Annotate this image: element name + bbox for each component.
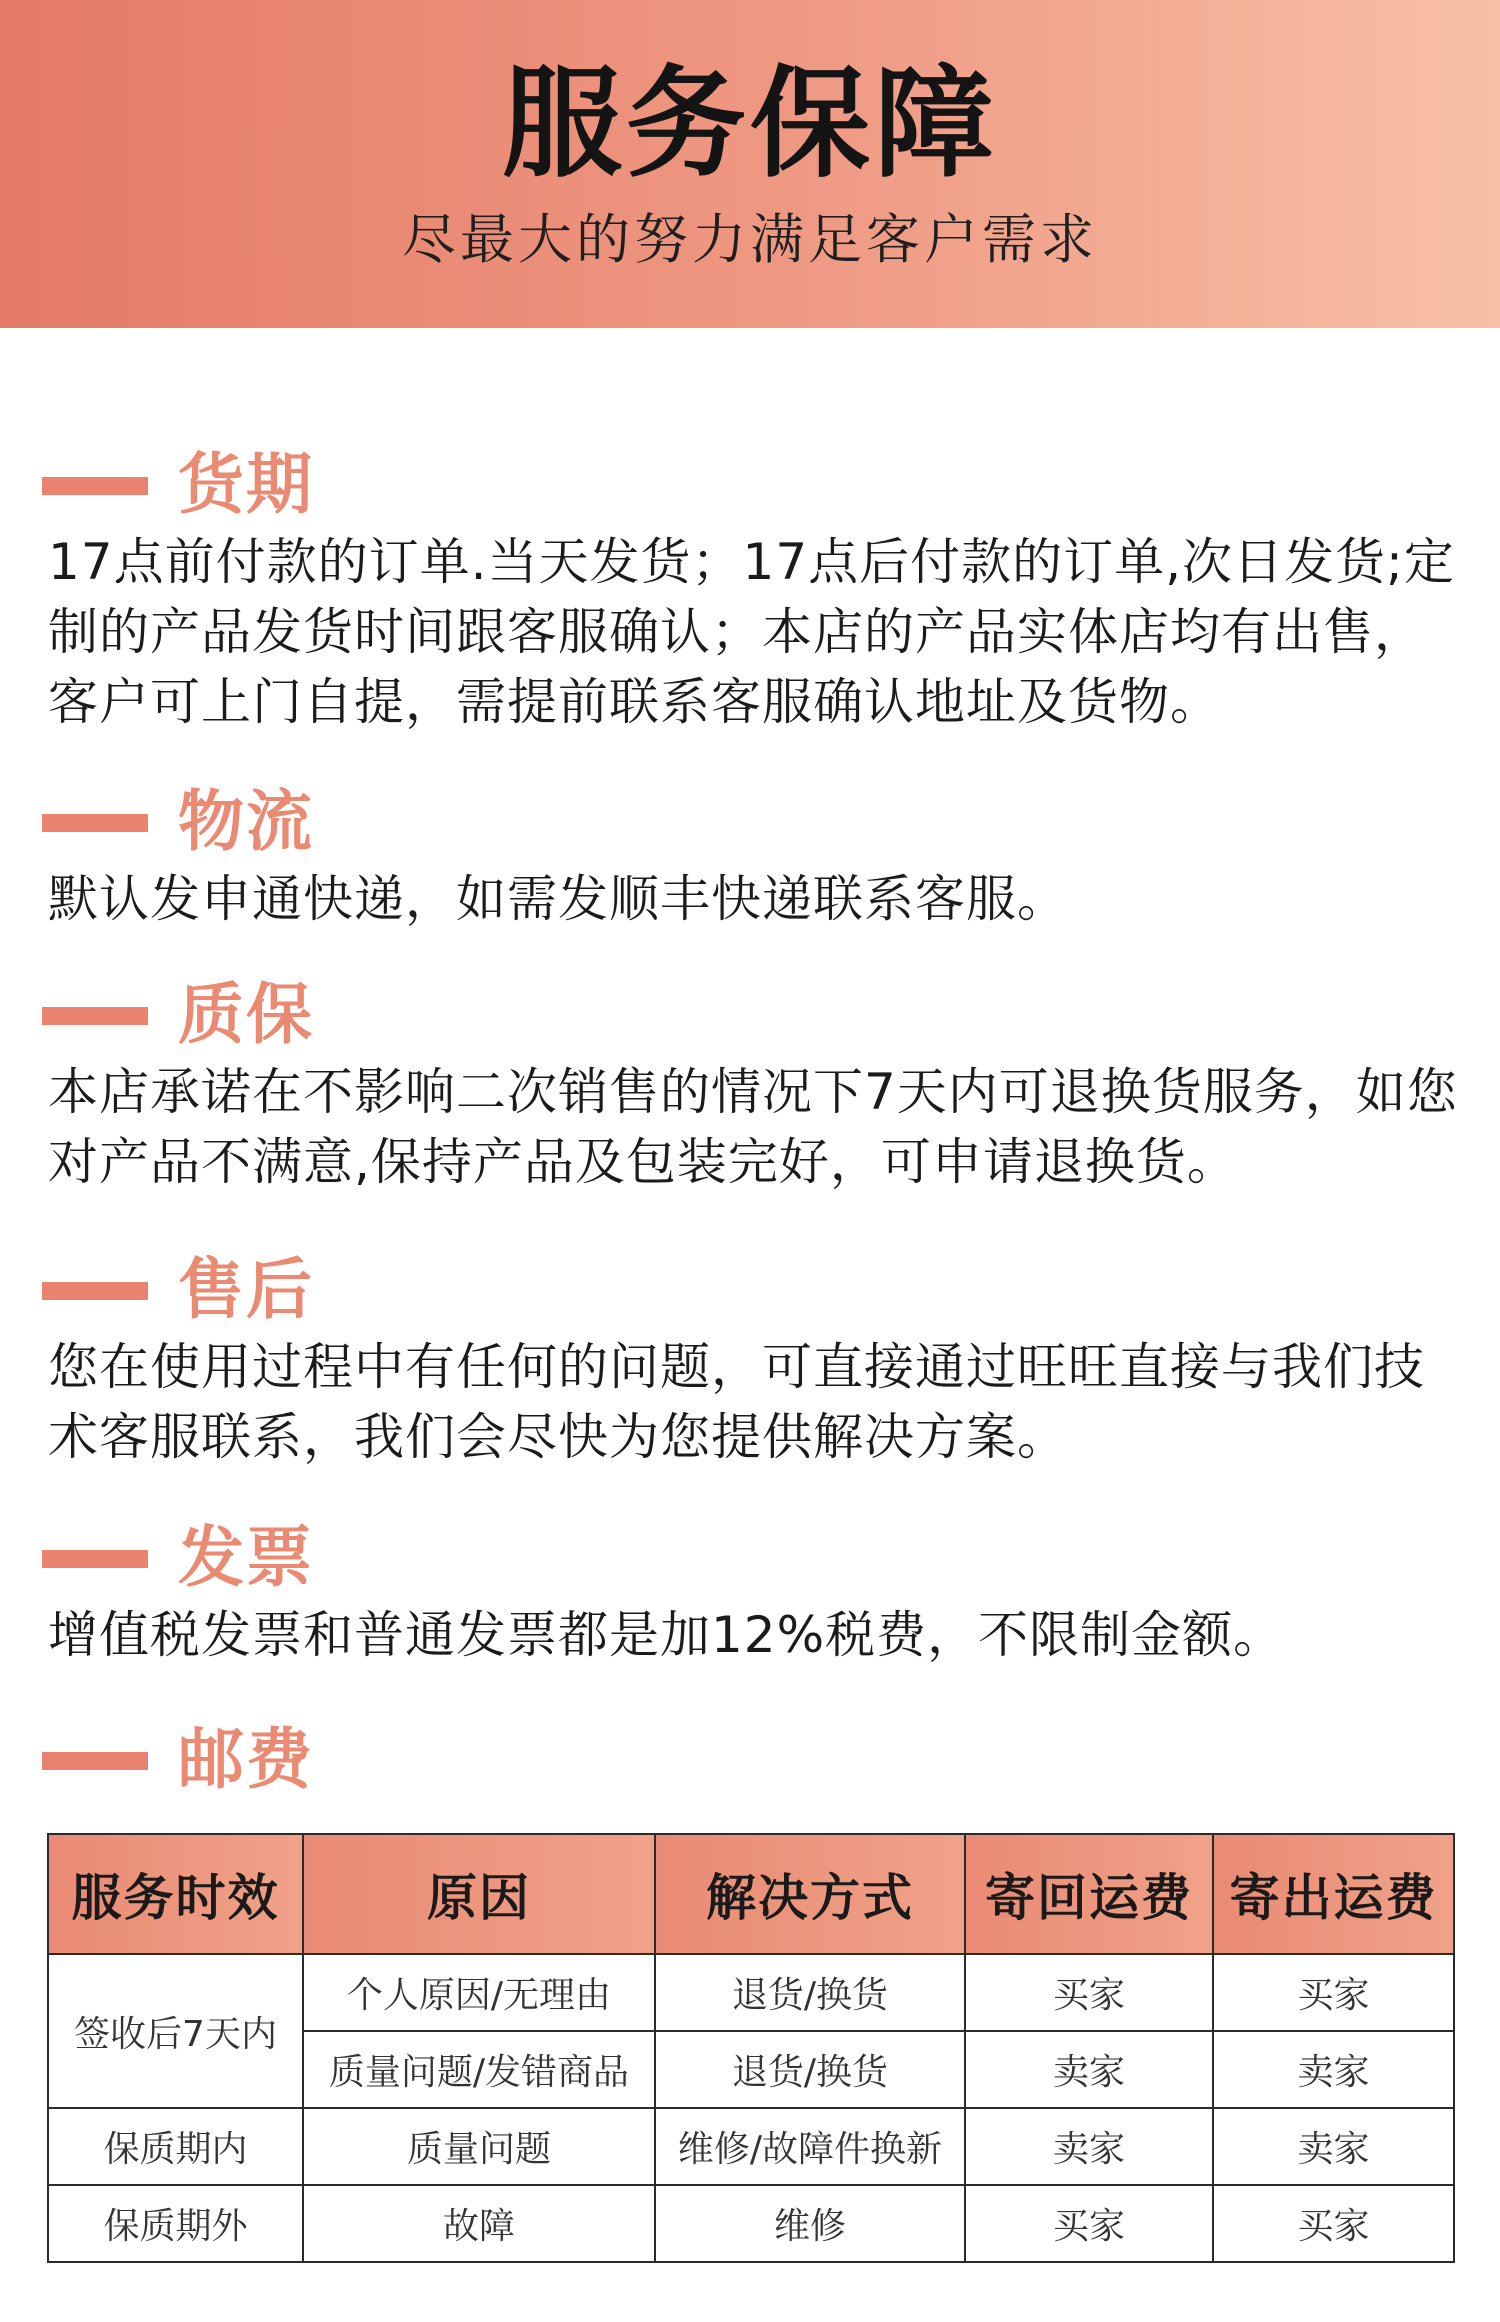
table-cell-return-fee: 卖家	[965, 2108, 1213, 2185]
section-after-sales	[0, 1250, 1500, 1466]
table-cell-reason: 质量问题	[303, 2108, 655, 2185]
table-cell-return-fee: 买家	[965, 1954, 1213, 2031]
section-accent-bar	[42, 814, 148, 832]
section-title: 售后	[178, 1251, 314, 1328]
section-warranty	[0, 975, 1500, 1191]
column-header: 解决方式	[655, 1834, 965, 1954]
table-cell-solution: 维修/故障件换新	[655, 2108, 965, 2185]
section-title: 货期	[178, 446, 314, 523]
page-title: 服务保障	[502, 55, 998, 194]
section-accent-bar	[42, 1007, 148, 1025]
table-header-row	[48, 1834, 1454, 1954]
table-cell-return-fee: 买家	[965, 2185, 1213, 2262]
table-row	[48, 2108, 1454, 2185]
section-accent-bar	[42, 477, 148, 495]
section-logistics	[0, 782, 1500, 928]
table-cell-period: 保质期外	[48, 2185, 303, 2262]
section-delivery-time	[0, 445, 1500, 731]
section-title: 发票	[178, 1519, 314, 1596]
table-cell-send-fee: 卖家	[1213, 2108, 1454, 2185]
section-shipping-fee	[0, 1720, 1500, 1800]
table-cell-solution: 维修	[655, 2185, 965, 2262]
table-cell-solution: 退货/换货	[655, 2031, 965, 2108]
table-cell-reason: 个人原因/无理由	[303, 1954, 655, 2031]
page-subtitle: 尽最大的努力满足客户需求	[402, 208, 1098, 271]
table-cell-reason: 故障	[303, 2185, 655, 2262]
section-body: 增值税发票和普通发票都是加12%税费，不限制金额。	[48, 1606, 1285, 1664]
section-title: 邮费	[178, 1721, 314, 1798]
table-cell-send-fee: 卖家	[1213, 2031, 1454, 2108]
section-accent-bar	[42, 1282, 148, 1300]
table-cell-send-fee: 买家	[1213, 1954, 1454, 2031]
table-cell-solution: 退货/换货	[655, 1954, 965, 2031]
table-cell-period: 签收后7天内	[48, 1954, 303, 2108]
table-row	[48, 2185, 1454, 2262]
table-cell-send-fee: 买家	[1213, 2185, 1454, 2262]
table-cell-period: 保质期内	[48, 2108, 303, 2185]
section-title: 物流	[178, 783, 314, 860]
column-header: 寄出运费	[1213, 1834, 1454, 1954]
section-accent-bar	[42, 1550, 148, 1568]
column-header: 服务时效	[48, 1834, 303, 1954]
section-invoice	[0, 1518, 1500, 1664]
section-body: 默认发申通快递，如需发顺丰快递联系客服。	[48, 870, 1068, 928]
table-cell-return-fee: 卖家	[965, 2031, 1213, 2108]
section-body: 17点前付款的订单.当天发货；17点后付款的订单,次日发货;定制的产品发货时间跟客服确认；本店的产品实体店均有出售，客户可上门自提，需提前联系客服确认地址及货物。	[48, 533, 1455, 731]
section-body: 本店承诺在不影响二次销售的情况下7天内可退换货服务，如您对产品不满意,保持产品及包装完好，可申请退换货。	[48, 1063, 1458, 1191]
section-accent-bar	[42, 1752, 148, 1770]
header-banner	[0, 0, 1500, 328]
shipping-fee-table	[47, 1833, 1455, 2263]
section-title: 质保	[178, 976, 314, 1053]
column-header: 寄回运费	[965, 1834, 1213, 1954]
column-header: 原因	[303, 1834, 655, 1954]
section-body: 您在使用过程中有任何的问题，可直接通过旺旺直接与我们技术客服联系，我们会尽快为您提供解决方案。	[48, 1338, 1425, 1466]
table-cell-reason: 质量问题/发错商品	[303, 2031, 655, 2108]
table-row	[48, 1954, 1454, 2031]
